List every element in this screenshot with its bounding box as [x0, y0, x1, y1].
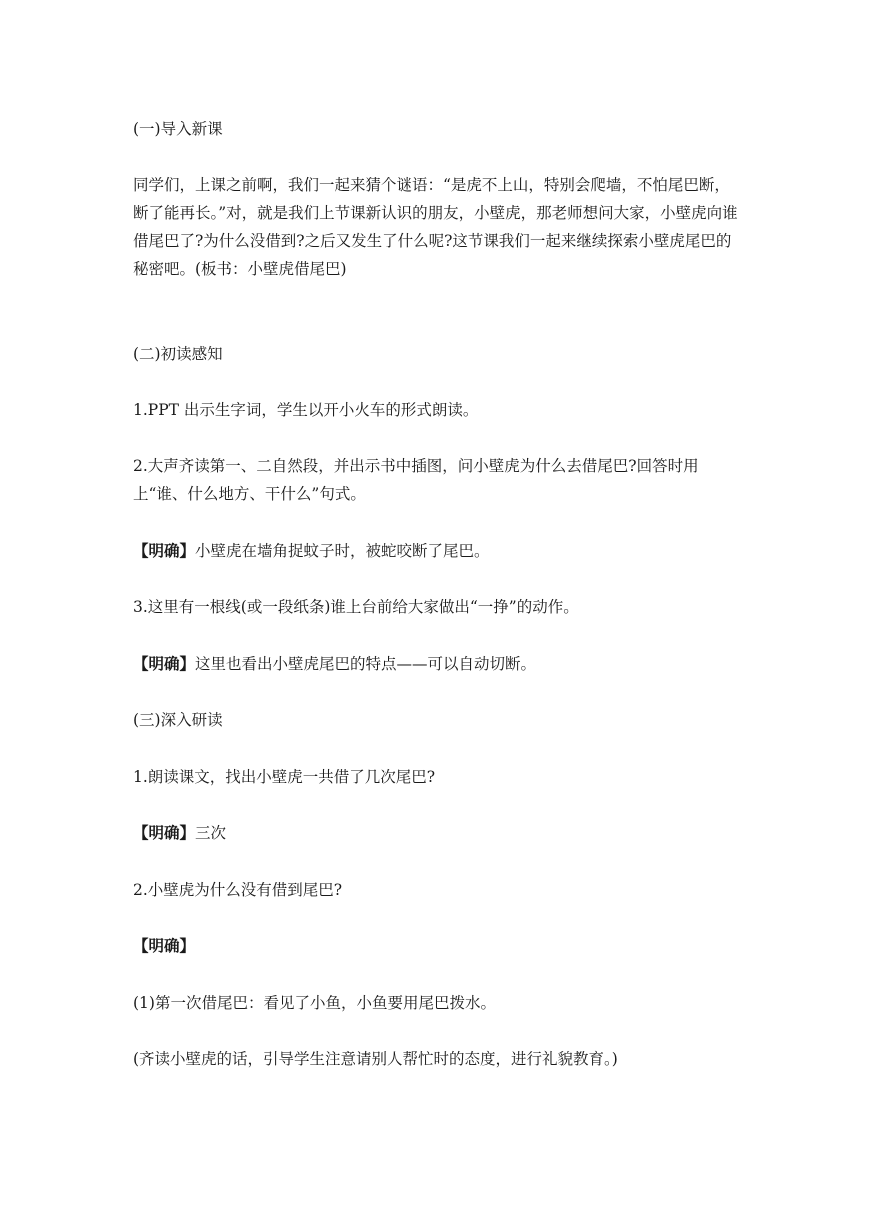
paragraph-step-1: 1.PPT 出示生字词，学生以开小火车的形式朗读。	[133, 401, 479, 419]
paragraph-clarify-4	[133, 932, 743, 960]
paragraph-step-3: 3.这里有一根线(或一段纸条)谁上台前给大家做出“一挣”的动作。	[133, 598, 579, 616]
paragraph-clarify-1	[133, 537, 743, 565]
paragraph-step-2: 2.大声齐读第一、二自然段，并出示书中插图，问小壁虎为什么去借尾巴?回答时用上“谁、什么地方、干什么”句式。	[133, 457, 699, 503]
section-heading-intro: (一)导入新课	[133, 120, 223, 138]
paragraph-deep-step-2: 2.小壁虎为什么没有借到尾巴?	[133, 881, 343, 899]
paragraph-reading-note: (齐读小壁虎的话，引导学生注意请别人帮忙时的态度，进行礼貌教育。)	[133, 1050, 618, 1068]
clarify-label: 【明确】	[133, 823, 196, 842]
clarify-label: 【明确】	[133, 654, 196, 673]
section-heading-deep-reading: (三)深入研读	[133, 711, 223, 729]
clarify-label: 【明确】	[133, 936, 196, 955]
clarify-text: 小壁虎在墙角捉蚊子时，被蛇咬断了尾巴。	[195, 542, 490, 560]
paragraph-clarify-3	[133, 819, 743, 847]
paragraph-intro: 同学们，上课之前啊，我们一起来猜个谜语：“是虎不上山，特别会爬墙，不怕尾巴断，断了能再长。”对，就是我们上节课新认识的朋友，小壁虎，那老师想问大家，小壁虎向谁借尾巴了?为什么没借到?之后又发生了什么呢?这节课我们一起来继续探索小壁虎尾巴的秘密吧。(板书：小壁虎借尾巴)	[133, 176, 738, 278]
paragraph-first-borrow: (1)第一次借尾巴：看见了小鱼，小鱼要用尾巴拨水。	[133, 994, 496, 1012]
section-heading-first-reading: (二)初读感知	[133, 345, 223, 363]
clarify-text: 三次	[195, 824, 227, 842]
clarify-text: 这里也看出小壁虎尾巴的特点——可以自动切断。	[195, 655, 537, 673]
paragraph-deep-step-1: 1.朗读课文，找出小壁虎一共借了几次尾巴?	[133, 768, 436, 786]
clarify-label: 【明确】	[133, 541, 196, 560]
paragraph-clarify-2	[133, 650, 743, 678]
